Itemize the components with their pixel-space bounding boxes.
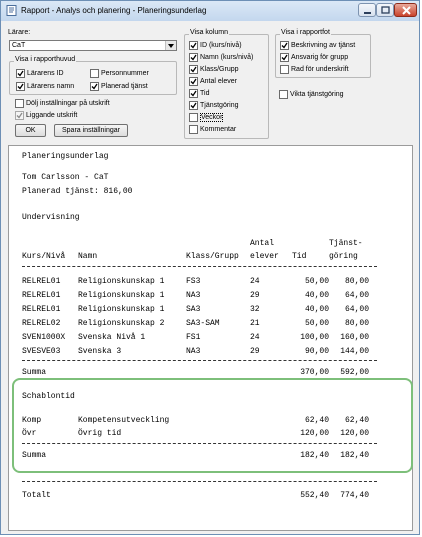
summa-tid: 370,00 (300, 368, 329, 377)
window-title: Rapport - Analys och planering - Planeringsunderlag (21, 6, 207, 15)
summa-label: Summa (22, 368, 47, 377)
col-header-tid: Tid (292, 252, 307, 261)
cell-namn: Kompetensutveckling (78, 416, 170, 425)
cell-tid: 50,00 (304, 277, 329, 286)
cell-namn: Religionskunskap 1 (78, 305, 165, 314)
summa-tjanstgoring: 182,40 (340, 451, 369, 460)
report-planned-service: Planerad tjänst: 816,00 (22, 187, 133, 196)
checkbox-box (189, 41, 198, 50)
cell-kurs: SVESVE03 (22, 347, 61, 356)
visa-rapporthuvud-title: Visa i rapporthuvud (15, 56, 76, 63)
checkbox-label: Kommentar (200, 126, 237, 133)
cell-tjanstgoring: 62,40 (344, 416, 369, 425)
cell-tjanstgoring: 64,00 (344, 305, 369, 314)
cell-tjanstgoring: 120,00 (340, 429, 369, 438)
col-header-tjanst-1: Tjänst- (329, 239, 363, 248)
summa-tjanstgoring: 592,00 (340, 368, 369, 377)
minimize-button[interactable] (358, 3, 376, 17)
checkmark-icon (190, 90, 197, 97)
checkbox-box (15, 99, 24, 108)
cell-antal: 32 (250, 305, 260, 314)
chevron-down-icon (168, 44, 174, 48)
visa-kolumn-title: Visa kolumn (190, 29, 229, 36)
checkbox-box (189, 89, 198, 98)
checkmark-icon (190, 102, 197, 109)
ok-button[interactable]: OK (15, 124, 46, 137)
save-settings-button[interactable]: Spara inställningar (54, 124, 128, 137)
checkbox-label: Antal elever (200, 78, 237, 85)
cell-klass: FS3 (186, 277, 201, 286)
minimize-icon (359, 4, 377, 18)
cell-namn: Svenska 3 (78, 347, 122, 356)
close-icon (395, 4, 418, 18)
cell-tid: 100,00 (300, 333, 329, 342)
close-button[interactable] (394, 3, 417, 17)
checkmark-icon (281, 42, 288, 49)
checkbox-label: Personnummer (101, 70, 149, 77)
checkmark-icon (17, 83, 24, 90)
col-header-tjanst-2: göring (329, 252, 358, 261)
cell-tid: 40,00 (304, 291, 329, 300)
report-heading: Planeringsunderlag (22, 152, 109, 161)
checkmark-icon (190, 78, 197, 85)
totalt-label: Totalt (22, 491, 51, 500)
visa-rapporthuvud-group (9, 56, 177, 95)
cell-antal: 29 (250, 291, 260, 300)
section-undervisning: Undervisning (22, 213, 80, 222)
cell-tjanstgoring: 64,00 (344, 291, 369, 300)
cell-kurs: RELREL02 (22, 319, 61, 328)
cell-kurs: RELREL01 (22, 277, 61, 286)
maximize-icon (377, 4, 395, 18)
cell-klass: SA3-SAM (186, 319, 220, 328)
checkbox-label: Tid (200, 90, 210, 97)
report-app-icon (6, 5, 17, 16)
checkbox-box (280, 41, 289, 50)
checkbox-box (280, 53, 289, 62)
checkbox-label: Beskrivning av tjänst (291, 42, 356, 49)
checkbox-label: Lärarens ID (27, 70, 64, 77)
col-header-klass: Klass/Grupp (186, 252, 239, 261)
section-schablontid: Schablontid (22, 392, 75, 401)
cell-namn: Religionskunskap 1 (78, 277, 165, 286)
summa-label: Summa (22, 451, 47, 460)
cell-namn: Svenska Nivå 1 (78, 333, 146, 342)
cell-tid: 62,40 (304, 416, 329, 425)
checkbox-label: Liggande utskrift (26, 112, 78, 119)
visa-rapportfot-title: Visa i rapportfot (281, 29, 330, 36)
cell-antal: 24 (250, 277, 260, 286)
cell-kurs: Komp (22, 416, 42, 425)
checkbox-label: Lärarens namn (27, 83, 75, 90)
divider (22, 266, 377, 267)
cell-tjanstgoring: 160,00 (340, 333, 369, 342)
visa-rapportfot-group (275, 29, 371, 78)
checkbox-box (16, 69, 25, 78)
checkbox-box (15, 111, 24, 120)
checkbox-label: Planerad tjänst (101, 83, 148, 90)
larare-dropdown-arrow[interactable] (165, 41, 176, 50)
checkbox-box (189, 101, 198, 110)
checkbox-label: ID (kurs/nivå) (200, 42, 242, 49)
totalt-tjanstgoring: 774,40 (340, 491, 369, 500)
checkbox-label: Ansvarig för grupp (291, 54, 349, 61)
checkbox-label: Rad för underskrift (291, 66, 349, 73)
totalt-tid: 552,40 (300, 491, 329, 500)
cell-klass: NA3 (186, 347, 201, 356)
checkbox-box (189, 65, 198, 74)
cell-antal: 24 (250, 333, 260, 342)
checkbox-box (16, 82, 25, 91)
cell-klass: NA3 (186, 291, 201, 300)
cell-klass: FS1 (186, 333, 201, 342)
checkbox-box (189, 125, 198, 134)
cell-kurs: RELREL01 (22, 291, 61, 300)
col-header-antal-2: elever (250, 252, 279, 261)
checkmark-icon (16, 112, 23, 119)
divider (22, 481, 377, 482)
col-header-namn: Namn (78, 252, 98, 261)
cell-tid: 50,00 (304, 319, 329, 328)
checkbox-box (189, 113, 198, 122)
cell-tid: 90,00 (304, 347, 329, 356)
checkbox-label: Namn (kurs/nivå) (200, 54, 254, 61)
cell-tjanstgoring: 80,00 (344, 277, 369, 286)
col-header-antal-1: Antal (250, 239, 275, 248)
visa-kolumn-group (184, 29, 269, 139)
checkbox-label: Tjänstgöring (200, 102, 239, 109)
checkbox-box (189, 53, 198, 62)
cell-tjanstgoring: 80,00 (344, 319, 369, 328)
larare-label: Lärare: (8, 29, 31, 36)
checkbox-label: Klass/Grupp (200, 66, 239, 73)
cell-namn: Religionskunskap 2 (78, 319, 165, 328)
checkbox-label: Dölj inställningar på utskrift (26, 100, 110, 107)
checkbox-box (90, 69, 99, 78)
summa-tid: 182,40 (300, 451, 329, 460)
cell-tid: 120,00 (300, 429, 329, 438)
checkmark-icon (190, 66, 197, 73)
cell-namn: Övrig tid (78, 429, 122, 438)
checkmark-icon (17, 70, 24, 77)
checkbox-box (280, 65, 289, 74)
checkbox-box (279, 90, 288, 99)
checkbox-label: Vikta tjänstgöring (290, 91, 344, 98)
cell-kurs: SVEN1000X (22, 333, 66, 342)
cell-namn: Religionskunskap 1 (78, 291, 165, 300)
report-preview (8, 145, 413, 531)
divider (22, 360, 377, 361)
checkmark-icon (281, 54, 288, 61)
maximize-button[interactable] (376, 3, 394, 17)
checkbox-box (90, 82, 99, 91)
col-header-kurs: Kurs/Nivå (22, 252, 66, 261)
report-teacher: Tom Carlsson - CaT (22, 173, 109, 182)
cell-tjanstgoring: 144,00 (340, 347, 369, 356)
cell-kurs: Övr (22, 429, 37, 438)
title-bar (1, 1, 419, 21)
checkmark-icon (190, 42, 197, 49)
cell-antal: 21 (250, 319, 260, 328)
larare-value: CaT (12, 42, 26, 49)
cell-kurs: RELREL01 (22, 305, 61, 314)
checkmark-icon (91, 83, 98, 90)
schablontid-highlight-box (12, 378, 413, 473)
cell-klass: SA3 (186, 305, 201, 314)
checkmark-icon (190, 54, 197, 61)
checkbox-label: Veckor (201, 114, 223, 121)
larare-select[interactable] (9, 40, 177, 51)
cell-antal: 29 (250, 347, 260, 356)
checkbox-box (189, 77, 198, 86)
cell-tid: 40,00 (304, 305, 329, 314)
